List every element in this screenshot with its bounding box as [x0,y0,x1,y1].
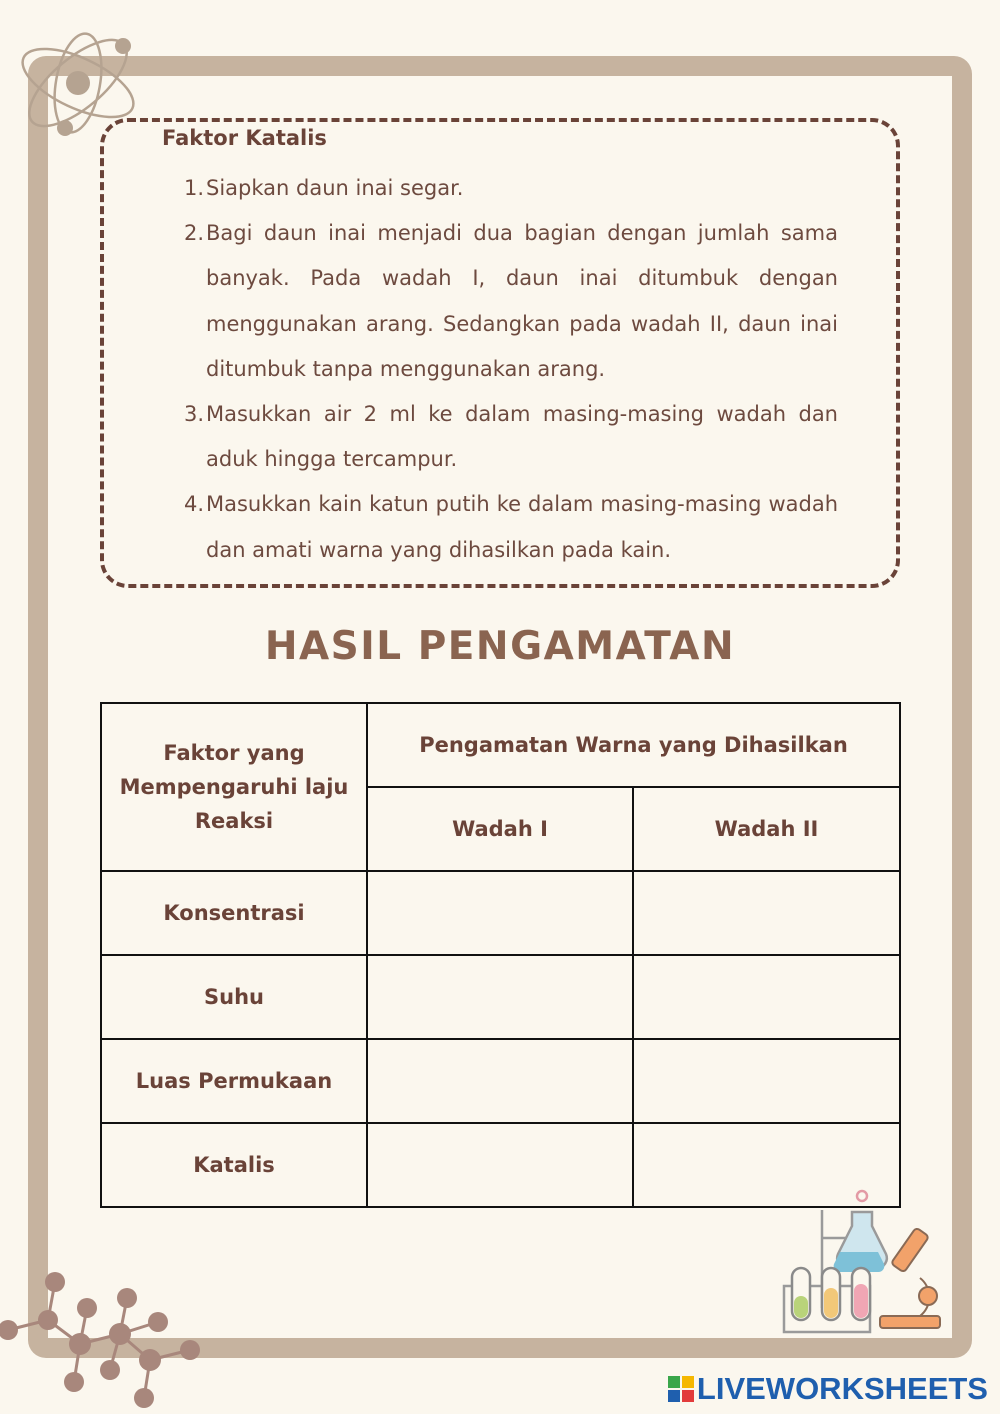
step-number: 3. [183,402,204,427]
row-label: Katalis [101,1123,367,1207]
molecule-icon [0,1262,220,1412]
col-header-wadah-1: Wadah I [367,787,633,871]
step-text: Masukkan air 2 ml ke dalam masing-masing wadah dan aduk hingga tercampur. [206,402,838,472]
answer-cell-wadah-1[interactable] [367,1123,633,1207]
step-text: Masukkan kain katun putih ke dalam masing-masing wadah dan amati warna yang dihasilkan pada kain. [206,492,838,562]
answer-cell-wadah-2[interactable] [633,1039,900,1123]
table-row [101,1039,900,1123]
procedure-step [178,392,838,482]
procedure-step [178,482,838,572]
lab-equipment-icon [780,1188,950,1338]
row-label: Luas Permukaan [101,1039,367,1123]
row-label: Suhu [101,955,367,1039]
answer-cell-wadah-1[interactable] [367,955,633,1039]
answer-cell-wadah-2[interactable] [633,871,900,955]
answer-cell-wadah-1[interactable] [367,1039,633,1123]
procedure-step [178,211,838,392]
table-header-row [101,703,900,787]
step-number: 1. [183,176,204,200]
procedure-steps [178,166,838,573]
procedure-title: Faktor Katalis [162,126,327,150]
table-row [101,871,900,955]
observation-header: Pengamatan Warna yang Dihasilkan [367,703,900,787]
table-row [101,955,900,1039]
liveworksheets-logo-icon [668,1376,694,1402]
answer-cell-wadah-1[interactable] [367,871,633,955]
procedure-step [178,166,838,211]
answer-cell-wadah-2[interactable] [633,955,900,1039]
step-number: 4. [183,492,204,517]
brand-footer [668,1372,988,1406]
step-text: Bagi daun inai menjadi dua bagian dengan jumlah sama banyak. Pada wadah I, daun inai ditumbuk dengan menggunakan arang. Sedangkan pada wadah II, daun inai ditumbuk tanpa menggunakan arang. [206,221,838,381]
brand-name: LIVEWORKSHEETS [696,1371,988,1406]
row-label: Konsentrasi [101,871,367,955]
observation-table [100,702,901,1208]
col-header-wadah-2: Wadah II [633,787,900,871]
factor-header: Faktor yang Mempengaruhi laju Reaksi [101,703,367,871]
step-text: Siapkan daun inai segar. [206,176,464,200]
step-number: 2. [183,221,204,246]
results-title: HASIL PENGAMATAN [264,624,736,669]
